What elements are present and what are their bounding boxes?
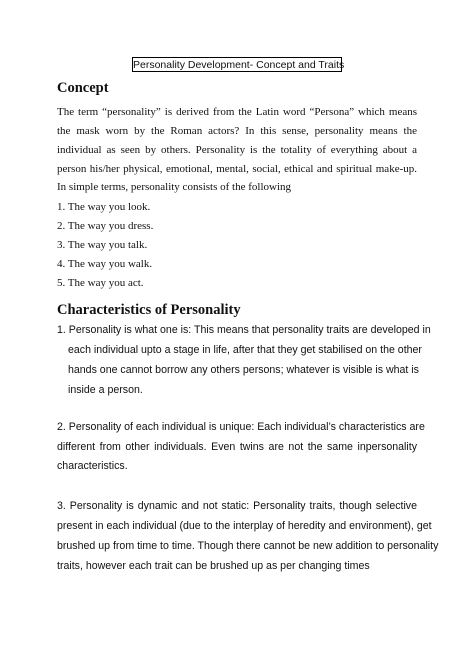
list-item: 5. The way you act. bbox=[57, 277, 144, 289]
concept-line: the mask worn by the Roman actors? In this sense, personality means the bbox=[57, 125, 417, 137]
characteristic-line: 1. Personality is what one is: This means that personality traits are developed in bbox=[57, 324, 431, 336]
characteristic-line: inside a person. bbox=[68, 384, 143, 396]
list-item: 4. The way you walk. bbox=[57, 258, 153, 270]
concept-line: person his/her physical, emotional, mental, social, ethical and spiritual make-up. bbox=[57, 163, 417, 175]
list-item: 2. The way you dress. bbox=[57, 220, 154, 232]
characteristic-line: present in each individual (due to the interplay of heredity and environment), get bbox=[57, 520, 432, 532]
characteristic-line: 2. Personality of each individual is unique: Each individual’s characteristics are bbox=[57, 421, 425, 433]
list-item: 1. The way you look. bbox=[57, 201, 151, 213]
characteristic-line: characteristics. bbox=[57, 460, 128, 472]
characteristic-line: 3. Personality is dynamic and not static: Personality traits, though selective bbox=[57, 500, 417, 512]
characteristic-line: each individual upto a stage in life, after that they get stabilised on the other bbox=[68, 344, 422, 356]
concept-heading: Concept bbox=[57, 80, 109, 96]
list-item: 3. The way you talk. bbox=[57, 239, 148, 251]
concept-line: In simple terms, personality consists of the following bbox=[57, 181, 292, 193]
characteristic-line: traits, however each trait can be brushed up as per changing times bbox=[57, 560, 370, 572]
characteristic-line: hands one cannot borrow any others persons; whatever is visible is what is bbox=[68, 364, 419, 376]
characteristic-line: brushed up from time to time. Though there cannot be new addition to personality bbox=[57, 540, 439, 552]
characteristics-heading: Characteristics of Personality bbox=[57, 302, 241, 318]
concept-line: The term “personality” is derived from the Latin word “Persona” which means bbox=[57, 106, 417, 118]
concept-line: individual as seen by others. Personality is the totality of everything about a bbox=[57, 144, 417, 156]
characteristic-line: different from other individuals. Even twins are not the same inpersonality bbox=[57, 441, 417, 453]
document-title: Personality Development- Concept and Traits bbox=[133, 59, 345, 71]
